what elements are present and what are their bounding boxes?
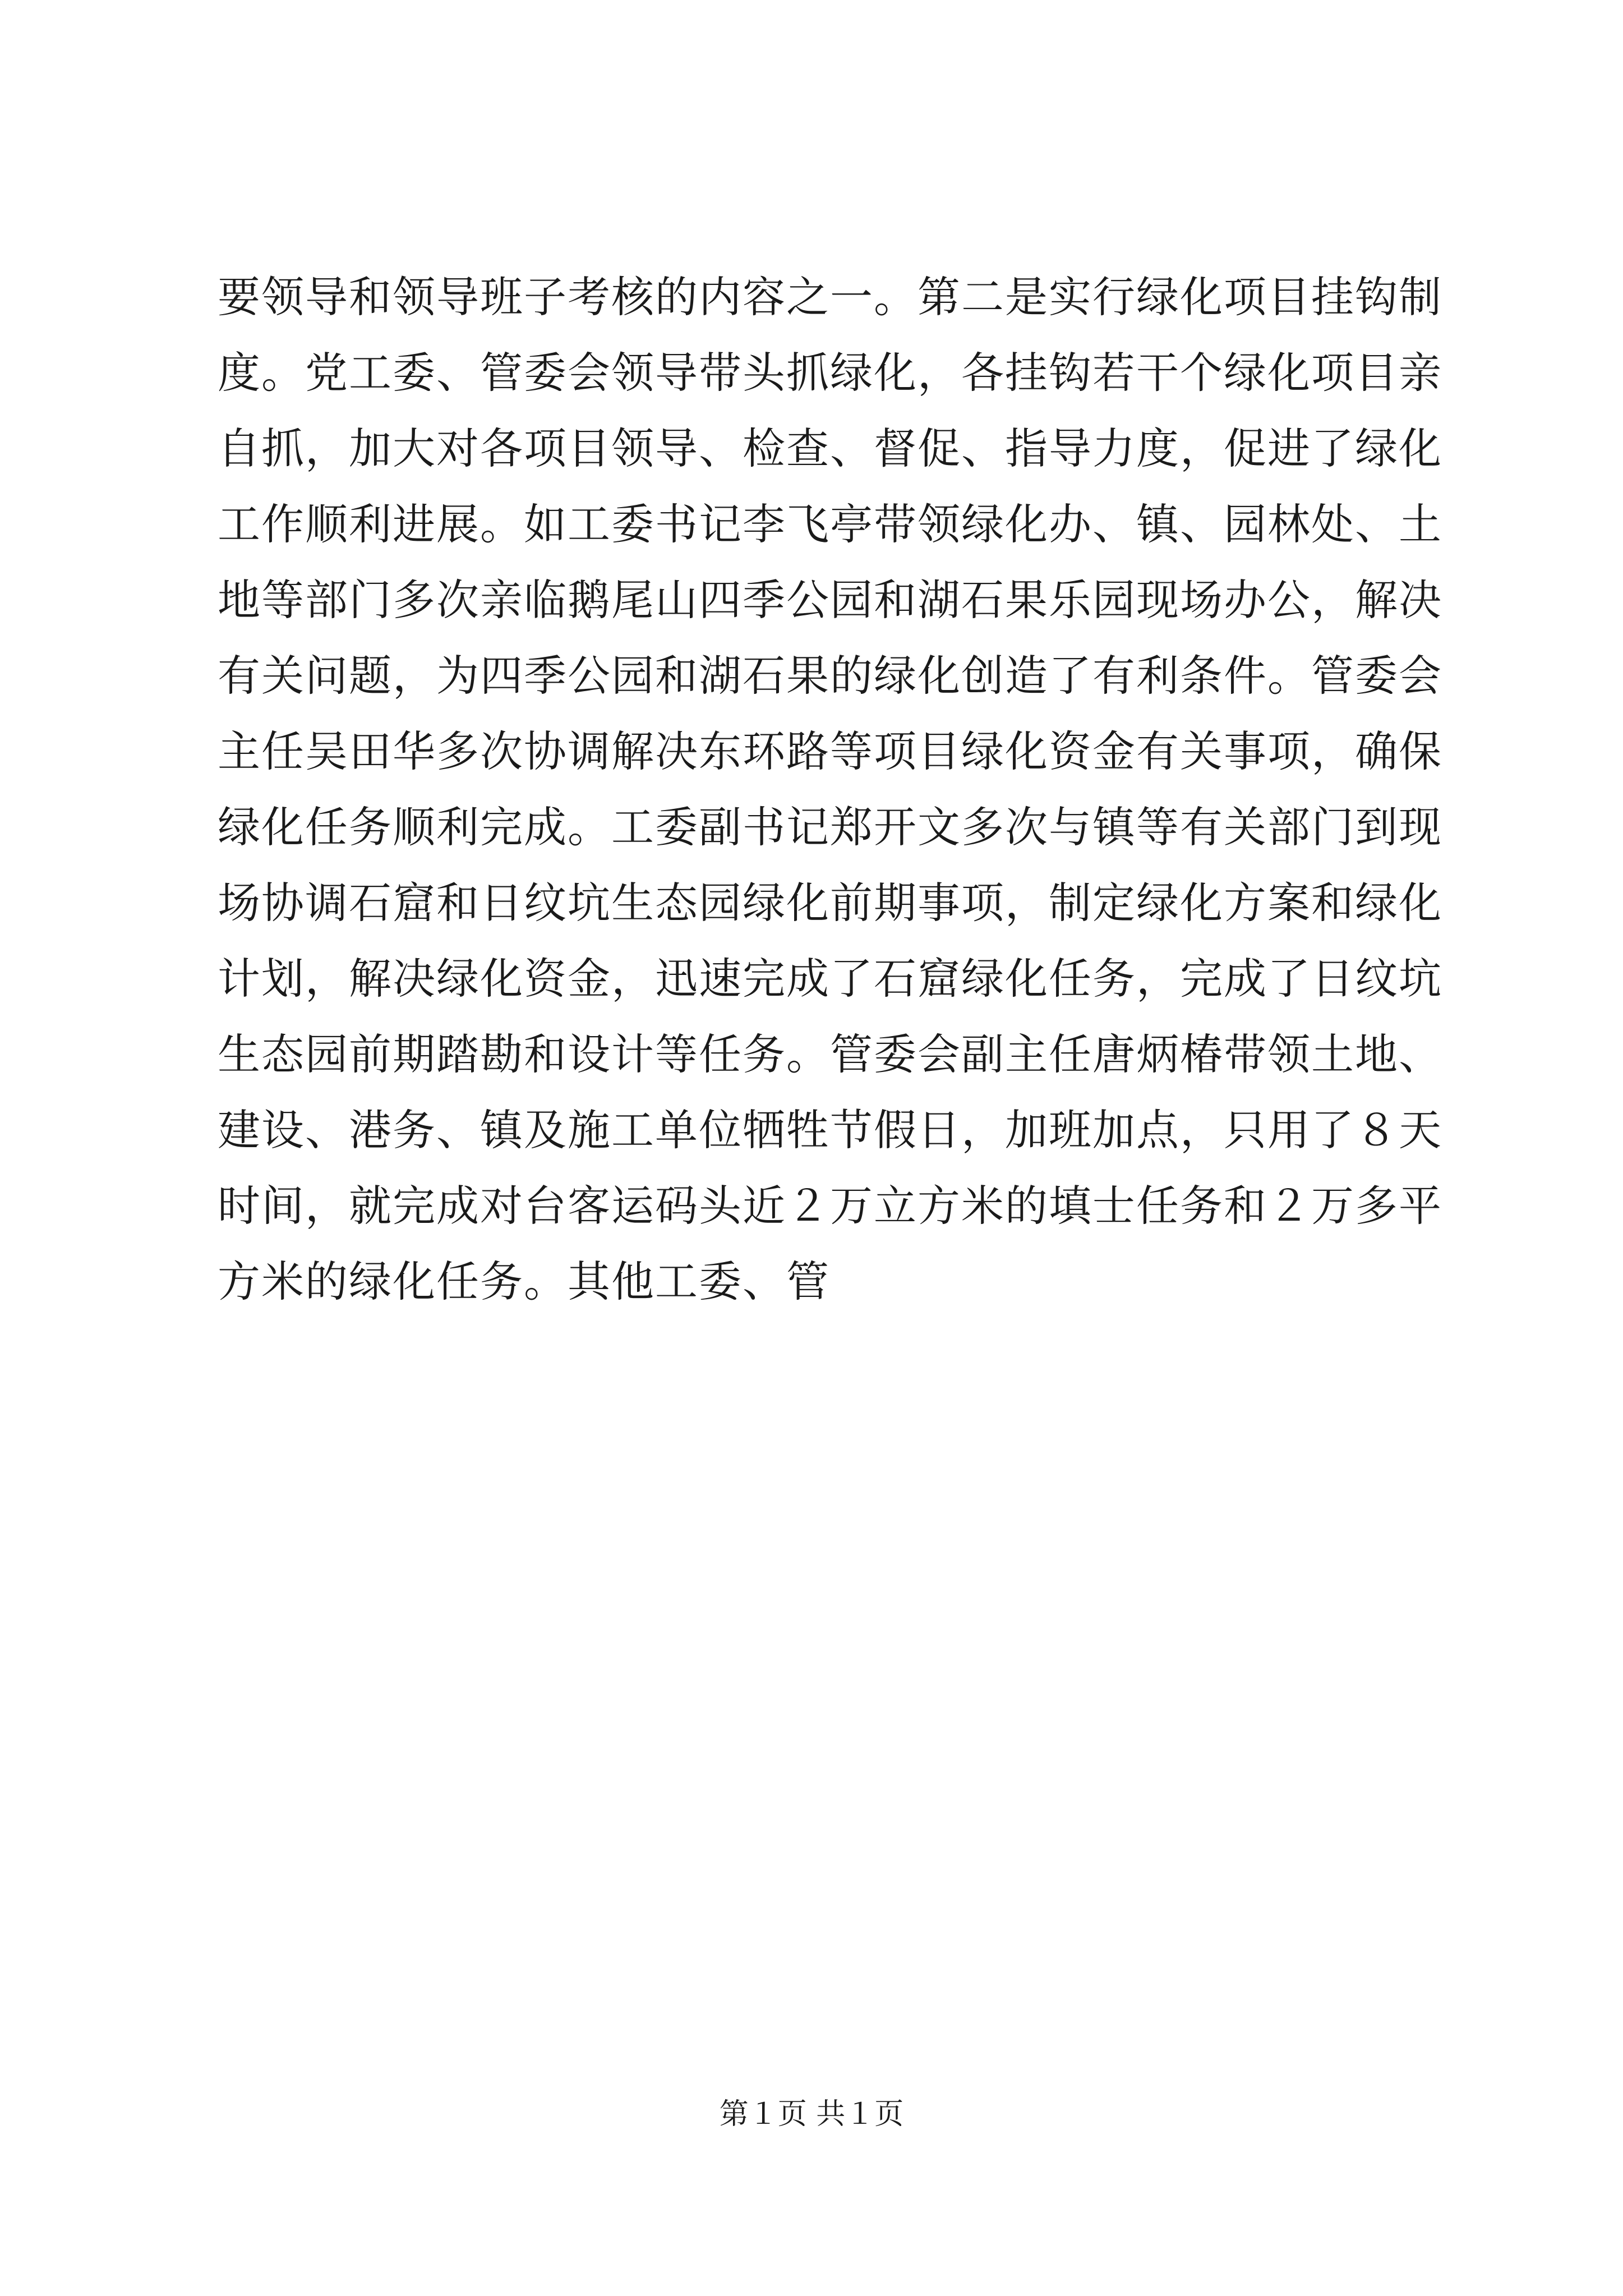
text-line: 自抓，加大对各项目领导、检查、督促、指导力度，促进了绿化 xyxy=(218,424,1442,473)
text-line: 生态园前期踏勘和设计等任务。管委会副主任唐炳椿带领土地、 xyxy=(218,1029,1442,1079)
text-line: 有关问题，为四季公园和湖石果的绿化创造了有利条件。管委会 xyxy=(218,651,1442,701)
body-text xyxy=(218,259,1442,1319)
text-line: 主任吴田华多次协调解决东环路等项目绿化资金有关事项，确保 xyxy=(218,726,1442,776)
text-line: 计划，解决绿化资金，迅速完成了石窟绿化任务，完成了日纹坑 xyxy=(218,954,1442,1004)
text-line: 时间，就完成对台客运码头近２万立方米的填士任务和２万多平 xyxy=(218,1181,1442,1231)
text-line: 方米的绿化任务。其他工委、管 xyxy=(218,1257,830,1306)
text-line: 场协调石窟和日纹坑生态园绿化前期事项，制定绿化方案和绿化 xyxy=(218,878,1442,928)
text-line: 工作顺利进展。如工委书记李飞亭带领绿化办、镇、园林处、土 xyxy=(218,499,1442,549)
text-line: 度。党工委、管委会领导带头抓绿化，各挂钩若干个绿化项目亲 xyxy=(218,348,1442,398)
text-line: 绿化任务顺利完成。工委副书记郑开文多次与镇等有关部门到现 xyxy=(218,802,1442,852)
page-number-footer: 第１页 共１页 xyxy=(719,2097,904,2131)
text-line: 地等部门多次亲临鹅尾山四季公园和湖石果乐园现场办公，解决 xyxy=(218,575,1442,625)
text-line: 建设、港务、镇及施工单位牺牲节假日，加班加点，只用了８天 xyxy=(218,1105,1442,1155)
text-line: 要领导和领导班子考核的内容之一。第二是实行绿化项目挂钩制 xyxy=(218,272,1442,322)
